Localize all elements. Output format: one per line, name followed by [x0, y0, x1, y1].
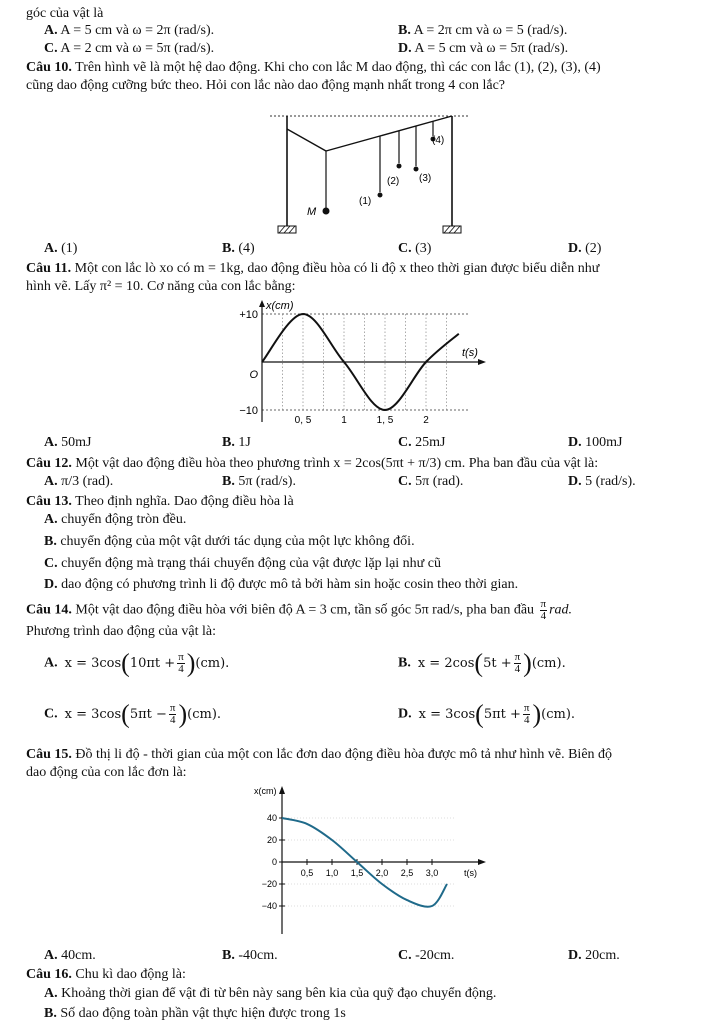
- chart-x-t-q15: [236, 782, 492, 944]
- q14-option-a: A. x = 3cos(10πt + $\frac{\pi}{4}$ )(cm).: [44, 648, 230, 678]
- chart2-xtick-4: 2,5: [400, 868, 414, 878]
- q10-option-d: D. (2): [568, 241, 602, 256]
- q12-option-d: D. 5 (rad/s).: [568, 474, 636, 489]
- chart2-xlabel: t(s): [464, 868, 477, 878]
- q14-phase-fraction: $\frac{\pi}{4}$: [540, 598, 547, 622]
- chart1-xtick-3: 2: [423, 415, 429, 426]
- q15-option-c: C. -20cm.: [398, 948, 455, 963]
- chart1-x-arrow: [478, 359, 486, 365]
- q9-option-c: C. A = 2 cm và ω = 5π (rad/s).: [44, 41, 215, 56]
- pendulum-3-label: (3): [419, 173, 432, 184]
- q14-line1: Câu 14. Một vật dao động điều hòa với biên độ A = 3 cm, tần số góc 5π rad/s, pha ban đầu $\frac{\pi}{4}$ rad.: [26, 598, 573, 622]
- chart1-ytick-1: O: [249, 369, 258, 381]
- q12-option-c: C. 5π (rad).: [398, 474, 464, 489]
- chart2-x-arrow: [478, 859, 486, 865]
- chart1-xtick-2: 1, 5: [376, 415, 394, 426]
- chart2-ytick-4: −40: [261, 901, 277, 911]
- q13-option-b: B. chuyển động của một vật dưới tác dụng của một lực không đổi.: [44, 534, 415, 549]
- q11-option-b: B. 1J: [222, 435, 251, 450]
- chart1-ytick-2: −10: [239, 405, 258, 417]
- q12-line1: Câu 12. Một vật dao động điều hòa theo phương trình x = 2cos(5πt + π/3) cm. Pha ban đầu của vật là:: [26, 456, 599, 471]
- chart2-xtick-5: 3,0: [425, 868, 439, 878]
- chart2-ytick-3: −20: [261, 879, 277, 889]
- pendulum-1-label: (1): [359, 196, 372, 207]
- q10-option-a: A. (1): [44, 241, 78, 256]
- mass-m-label: M: [307, 206, 317, 218]
- q10-option-c: C. (3): [398, 241, 432, 256]
- q9-stem-end: góc của vật là: [26, 6, 104, 21]
- chart2-xtick-1: 1,0: [325, 868, 339, 878]
- q11-line1: Câu 11. Một con lắc lò xo có m = 1kg, dao động điều hòa có li độ x theo thời gian được biểu diễn như: [26, 261, 600, 276]
- chart1-y-arrow: [259, 300, 265, 307]
- chart2-ytick-1: 20: [266, 835, 277, 845]
- q13-line1: Câu 13. Theo định nghĩa. Dao động điều hòa là: [26, 494, 294, 509]
- q16-line1: Câu 16. Chu kì dao động là:: [26, 967, 186, 982]
- q10-line1: Câu 10. Trên hình vẽ là một hệ dao động. Khi cho con lắc M dao động, thì các con lắc (1), (2), (3), (4): [26, 60, 601, 75]
- q9-option-b: B. A = 2π cm và ω = 5 (rad/s).: [398, 23, 568, 38]
- chart-x-t-q11: [230, 298, 490, 430]
- chart1-xlabel: t(s): [462, 347, 478, 359]
- q12-option-b: B. 5π (rad/s).: [222, 474, 296, 489]
- chart1-xtick-0: 0, 5: [294, 415, 312, 426]
- chart2-ytick-0: 40: [266, 813, 277, 823]
- chart2-xtick-2: 1,5: [350, 868, 364, 878]
- chart1-xtick-1: 1: [341, 415, 347, 426]
- q10-option-b: B. (4): [222, 241, 255, 256]
- q14-option-c: C. x = 3cos(5πt − $\frac{\pi}{4}$ )(cm).: [44, 699, 222, 729]
- q15-option-b: B. -40cm.: [222, 948, 278, 963]
- q11-option-c: C. 25mJ: [398, 435, 446, 450]
- q16-option-a: A. Khoảng thời gian để vật đi từ bên này sang bên kia của quỹ đạo chuyển động.: [44, 986, 497, 1001]
- q10-line2: cũng dao động cưỡng bức theo. Hỏi con lắc nào dao động mạnh nhất trong 4 con lắc?: [26, 78, 506, 93]
- pendulum-2-label: (2): [387, 176, 400, 187]
- chart1-ytick-0: +10: [239, 309, 258, 321]
- q11-line2: hình vẽ. Lấy π² = 10. Cơ năng của con lắc bằng:: [26, 279, 296, 294]
- q15-line2: dao động của con lắc đơn là:: [26, 765, 187, 780]
- pendulum-system-figure: [270, 112, 470, 238]
- chart2-y-arrow: [279, 786, 285, 794]
- chart2-ytick-2: 0: [271, 857, 277, 867]
- chart2-ylabel: x(cm): [254, 786, 277, 796]
- chart2-xtick-0: 0,5: [300, 868, 314, 878]
- q15-line1: Câu 15. Đồ thị li độ - thời gian của một con lắc đơn dao động điều hòa được mô tả như hình vẽ. Biên độ: [26, 747, 613, 762]
- q12-option-a: A. π/3 (rad).: [44, 474, 114, 489]
- q11-option-a: A. 50mJ: [44, 435, 92, 450]
- q13-option-a: A. chuyển động tròn đều.: [44, 512, 187, 527]
- q14-option-b: B. x = 2cos(5t + $\frac{\pi}{4}$ )(cm).: [398, 648, 566, 678]
- chart2-xtick-3: 2,0: [375, 868, 389, 878]
- q9-option-d: D. A = 5 cm và ω = 5π (rad/s).: [398, 41, 569, 56]
- q13-option-d: D. dao động có phương trình li độ được mô tả bởi hàm sin hoặc cosin theo thời gian.: [44, 577, 519, 592]
- q14-line2: Phương trình dao động của vật là:: [26, 624, 216, 639]
- q11-option-d: D. 100mJ: [568, 435, 623, 450]
- q15-option-a: A. 40cm.: [44, 948, 96, 963]
- q13-option-c: C. chuyển động mà trạng thái chuyển động của vật được lặp lại như cũ: [44, 556, 441, 571]
- q9-option-a: A. A = 5 cm và ω = 2π (rad/s).: [44, 23, 215, 38]
- pendulum-4-label: (4): [432, 135, 445, 146]
- q16-option-b: B. Số dao động toàn phần vật thực hiện được trong 1s: [44, 1006, 346, 1021]
- q15-option-d: D. 20cm.: [568, 948, 620, 963]
- q14-option-d: D. x = 3cos(5πt + $\frac{\pi}{4}$ )(cm).: [398, 699, 576, 729]
- chart1-ylabel: x(cm): [266, 300, 294, 312]
